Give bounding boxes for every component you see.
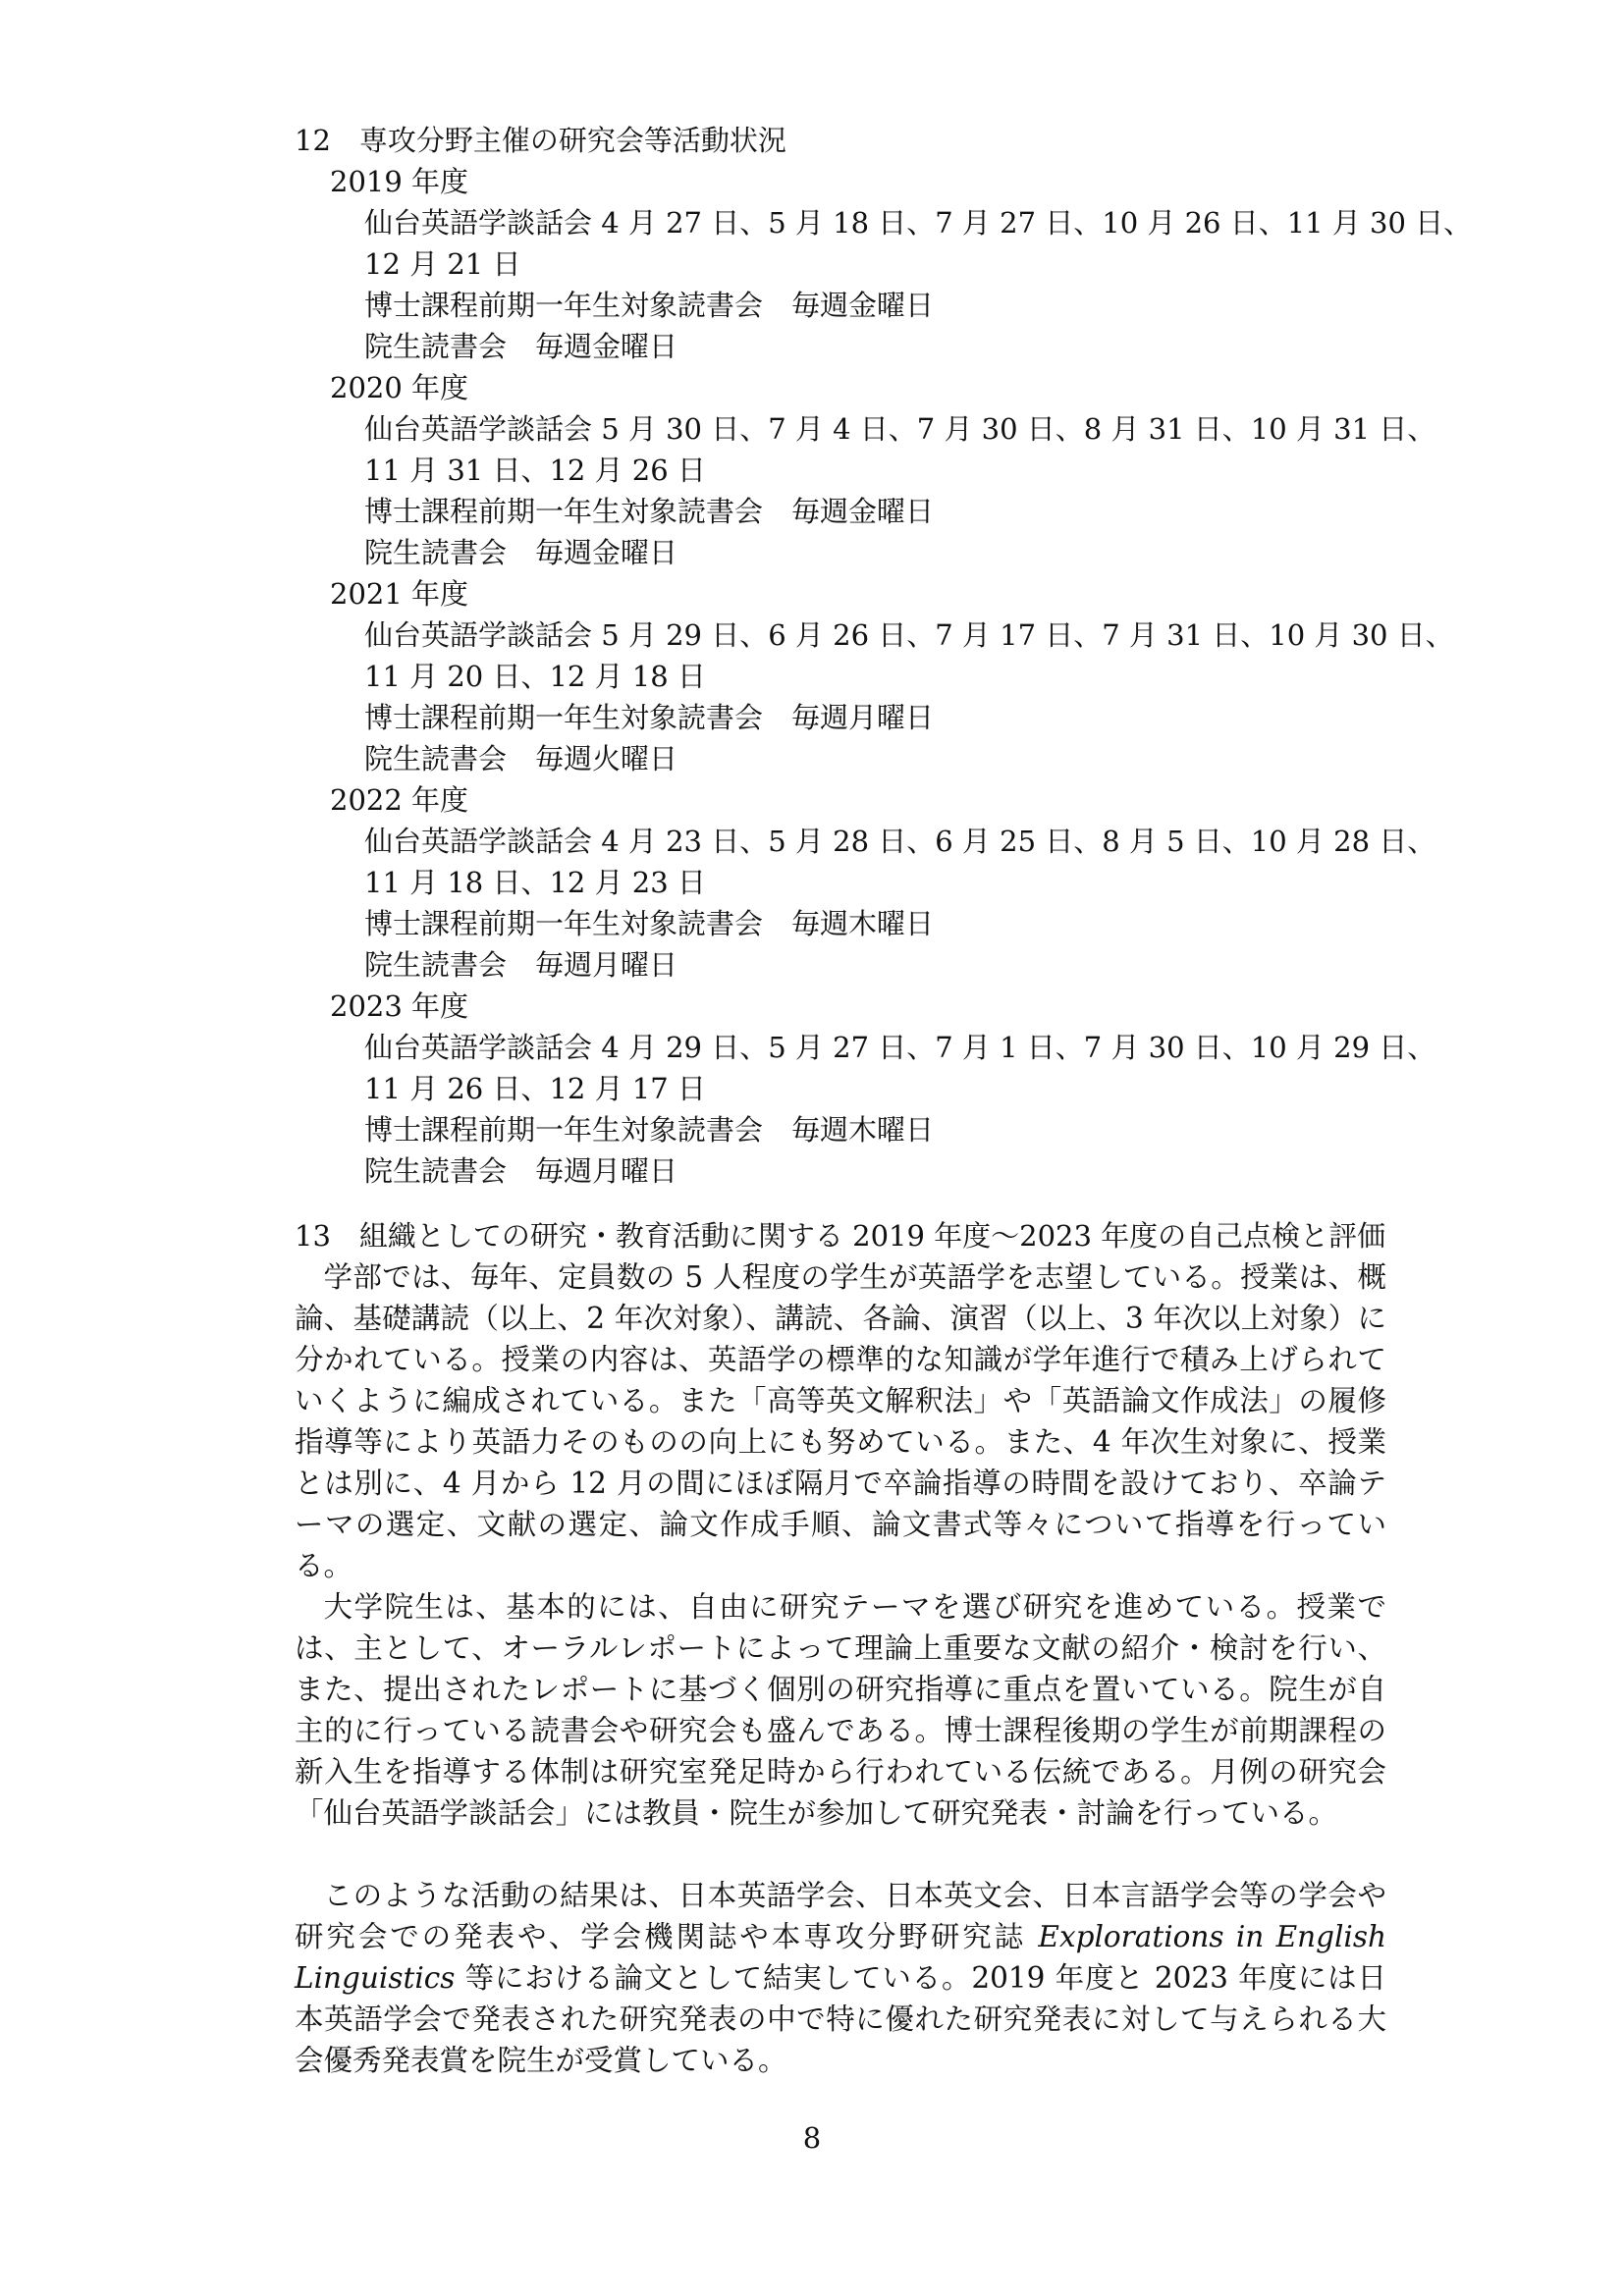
year-2022-line-3: 博士課程前期一年生対象読書会 毎週木曜日 [364,907,935,940]
year-2019-line-1: 仙台英語学談話会 4 月 27 日、5 月 18 日、7 月 27 日、10 月 26 日、11 月 30 日、 [364,206,1473,240]
year-2023-label: 2023 年度 [330,989,469,1023]
year-2023-line-3: 博士課程前期一年生対象読書会 毎週木曜日 [364,1113,935,1147]
year-2022-label: 2022 年度 [330,783,469,817]
year-2019-label: 2019 年度 [330,165,469,198]
year-2020-line-2: 11 月 31 日、12 月 26 日 [364,454,706,487]
section-13-paragraph-3 [295,1875,1386,2081]
year-2020-label: 2020 年度 [330,371,469,404]
journal-title: Explorations in English Linguistics [295,1920,1386,1995]
year-2019-line-2: 12 月 21 日 [364,247,521,281]
year-2021-line-3: 博士課程前期一年生対象読書会 毎週月曜日 [364,701,935,734]
year-2021-line-4: 院生読書会 毎週火曜日 [364,742,678,775]
paragraph-3-text-before: このような活動の結果は、日本英語学会、日本英文会、日本言語学会等の学会や研究会での発表や、学会機関誌や本専攻分野研究誌 [295,1879,1386,1953]
year-2022-line-2: 11 月 18 日、12 月 23 日 [364,866,706,899]
paragraph-3-text-after: 等における論文として結実している。2019 年度と 2023 年度には日本英語学会で発表された研究発表の中で特に優れた研究発表に対して与えられる大会優秀発表賞を院生が受賞している。 [295,1961,1386,2077]
section-13-paragraph-1: 学部では、毎年、定員数の 5 人程度の学生が英語学を志望している。授業は、概論、基礎講読（以上、2 年次対象）、講読、各論、演習（以上、3 年次以上対象）に分かれている。授業の内容は、英語学の標準的な知識が学年進行で積み上げられていくように編成されている。また「高等英文解釈法」や「英語論文作成法」の履修指導等により英語力そのものの向上にも努めている。また、4 年次生対象に、授業とは別に、4 月から 12 月の間にほぼ隔月で卒論指導の時間を設けており、卒論テーマの選定、文献の選定、論文作成手順、論文書式等々について指導を行っている。 [295,1260,1386,1582]
year-2021-line-1: 仙台英語学談話会 5 月 29 日、6 月 26 日、7 月 17 日、7 月 31 日、10 月 30 日、 [364,618,1454,652]
year-2020-line-1: 仙台英語学談話会 5 月 30 日、7 月 4 日、7 月 30 日、8 月 31 日、10 月 31 日、 [364,412,1436,446]
year-2019-line-3: 博士課程前期一年生対象読書会 毎週金曜日 [364,289,935,322]
year-2022-line-1: 仙台英語学談話会 4 月 23 日、5 月 28 日、6 月 25 日、8 月 5 日、10 月 28 日、 [364,825,1436,858]
year-2023-line-2: 11 月 26 日、12 月 17 日 [364,1072,706,1105]
section-12-heading: 12 専攻分野主催の研究会等活動状況 [295,124,786,157]
section-13-heading: 13 組織としての研究・教育活動に関する 2019 年度～2023 年度の自己点検と評価 [295,1219,1386,1253]
year-2020-line-4: 院生読書会 毎週金曜日 [364,536,678,569]
year-2019-line-4: 院生読書会 毎週金曜日 [364,330,678,363]
year-2023-line-1: 仙台英語学談話会 4 月 29 日、5 月 27 日、7 月 1 日、7 月 30 日、10 月 29 日、 [364,1031,1436,1064]
year-2021-line-2: 11 月 20 日、12 月 18 日 [364,660,706,693]
year-2023-line-4: 院生読書会 毎週月曜日 [364,1154,678,1188]
year-2020-line-3: 博士課程前期一年生対象読書会 毎週金曜日 [364,495,935,528]
page-number: 8 [802,2121,822,2155]
section-13-paragraph-2: 大学院生は、基本的には、自由に研究テーマを選び研究を進めている。授業では、主として、オーラルレポートによって理論上重要な文献の紹介・検討を行い、また、提出されたレポートに基づく個別の研究指導に重点を置いている。院生が自主的に行っている読書会や研究会も盛んである。博士課程後期の学生が前期課程の新入生を指導する体制は研究室発足時から行われている伝統である。月例の研究会「仙台英語学談話会」には教員・院生が参加して研究発表・討論を行っている。 [295,1590,1386,1830]
year-2022-line-4: 院生読書会 毎週月曜日 [364,948,678,982]
year-2021-label: 2021 年度 [330,577,469,611]
